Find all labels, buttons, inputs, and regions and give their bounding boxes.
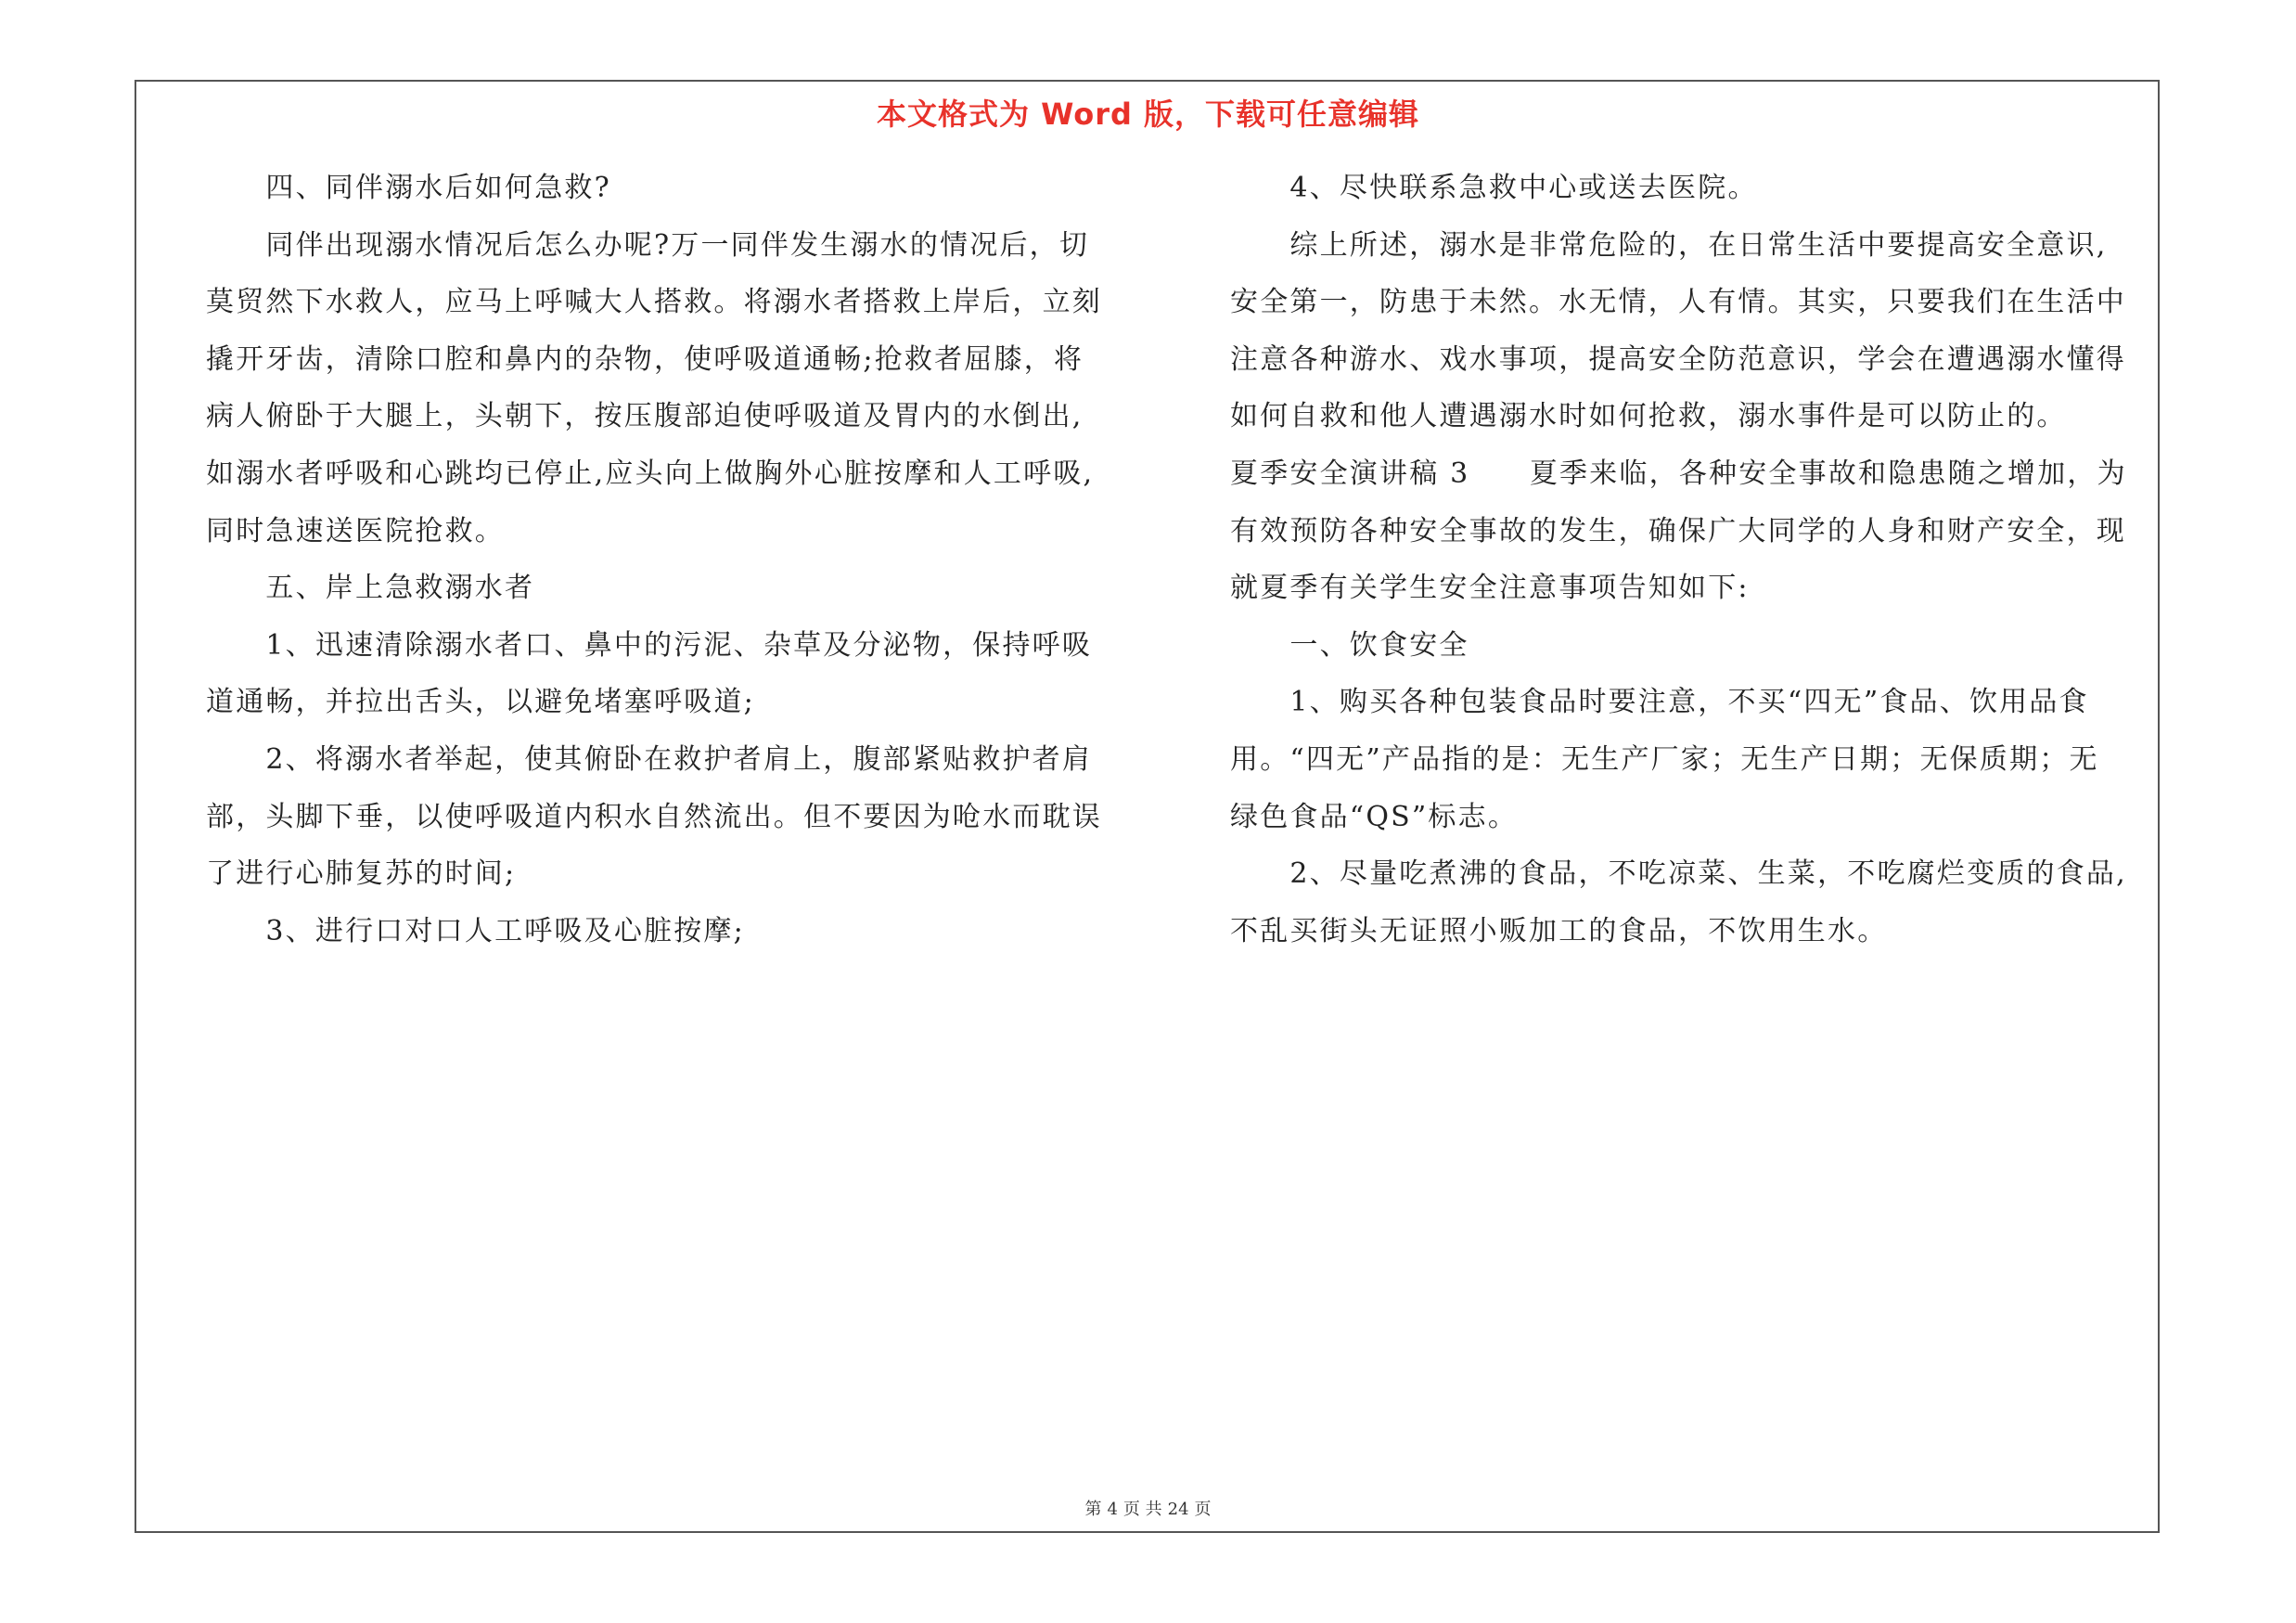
- format-notice-banner: 本文格式为 Word 版，下载可任意编辑: [876, 97, 1420, 132]
- text-line: 1、购买各种包装食品时要注意，不买“四无”食品、饮用品食: [1230, 686, 2089, 719]
- text-line: 了进行心肺复苏的时间;: [206, 857, 517, 891]
- text-line: 一、饮食安全: [1230, 628, 1469, 662]
- text-line: 同伴出现溺水情况后怎么办呢?万一同伴发生溺水的情况后，切: [206, 228, 1090, 262]
- text-line: 同时急速送医院抢救。: [206, 514, 505, 547]
- text-line: 就夏季有关学生安全注意事项告知如下:: [1230, 572, 1750, 605]
- text-line: 夏季安全演讲稿 3 夏季来临，各种安全事故和隐患随之增加，为: [1230, 457, 2127, 490]
- text-line: 四、同伴溺水后如何急救?: [206, 172, 611, 204]
- text-line: 如溺水者呼吸和心跳均已停止,应头向上做胸外心脏按摩和人工呼吸,: [206, 457, 1095, 490]
- page-footer: [0, 1496, 2296, 1520]
- footer-prefix: 第: [1084, 1500, 1102, 1519]
- text-line: 4、尽快联系急救中心或送去医院。: [1230, 172, 1758, 204]
- text-line: 1、迅速清除溺水者口、鼻中的污泥、杂草及分泌物，保持呼吸: [206, 628, 1093, 662]
- text-line: 道通畅，并拉出舌头，以避免堵塞呼吸道;: [206, 686, 755, 719]
- text-line: 用。“四无”产品指的是：无生产厂家；无生产日期；无保质期；无: [1230, 743, 2099, 776]
- text-line: 2、将溺水者举起，使其俯卧在救护者肩上，腹部紧贴救护者肩: [206, 743, 1093, 776]
- text-line: 不乱买街头无证照小贩加工的食品，不饮用生水。: [1230, 914, 1888, 947]
- text-line: 病人俯卧于大腿上，头朝下，按压腹部迫使呼吸道及胃内的水倒出,: [206, 400, 1084, 433]
- text-line: 综上所述，溺水是非常危险的，在日常生活中要提高安全意识,: [1230, 228, 2108, 262]
- text-line: 部，头脚下垂，以使呼吸道内积水自然流出。但不要因为呛水而耽误: [206, 800, 1102, 833]
- text-line: 2、尽量吃煮沸的食品，不吃凉菜、生菜，不吃腐烂变质的食品,: [1230, 857, 2127, 891]
- text-line: 撬开牙齿，清除口腔和鼻内的杂物，使呼吸道通畅;抢救者屈膝，将: [206, 342, 1084, 376]
- text-line: 3、进行口对口人工呼吸及心脏按摩;: [206, 914, 745, 947]
- footer-middle: 页 共: [1122, 1500, 1162, 1519]
- text-line: 五、岸上急救溺水者: [206, 572, 535, 605]
- current-page-number: 4: [1107, 1500, 1118, 1519]
- text-line: 安全第一，防患于未然。水无情，人有情。其实，只要我们在生活中: [1230, 286, 2126, 319]
- total-pages-number: 24: [1167, 1500, 1189, 1519]
- text-line: 绿色食品“QS”标志。: [1230, 800, 1519, 833]
- text-line: 莫贸然下水救人，应马上呼喊大人搭救。将溺水者搭救上岸后，立刻: [206, 286, 1102, 319]
- footer-suffix: 页: [1194, 1500, 1212, 1519]
- text-line: 如何自救和他人遭遇溺水时如何抢救，溺水事件是可以防止的。: [1230, 400, 2067, 433]
- text-line: 注意各种游水、戏水事项，提高安全防范意识，学会在遭遇溺水懂得: [1230, 342, 2126, 376]
- text-line: 有效预防各种安全事故的发生，确保广大同学的人身和财产安全，现: [1230, 514, 2126, 547]
